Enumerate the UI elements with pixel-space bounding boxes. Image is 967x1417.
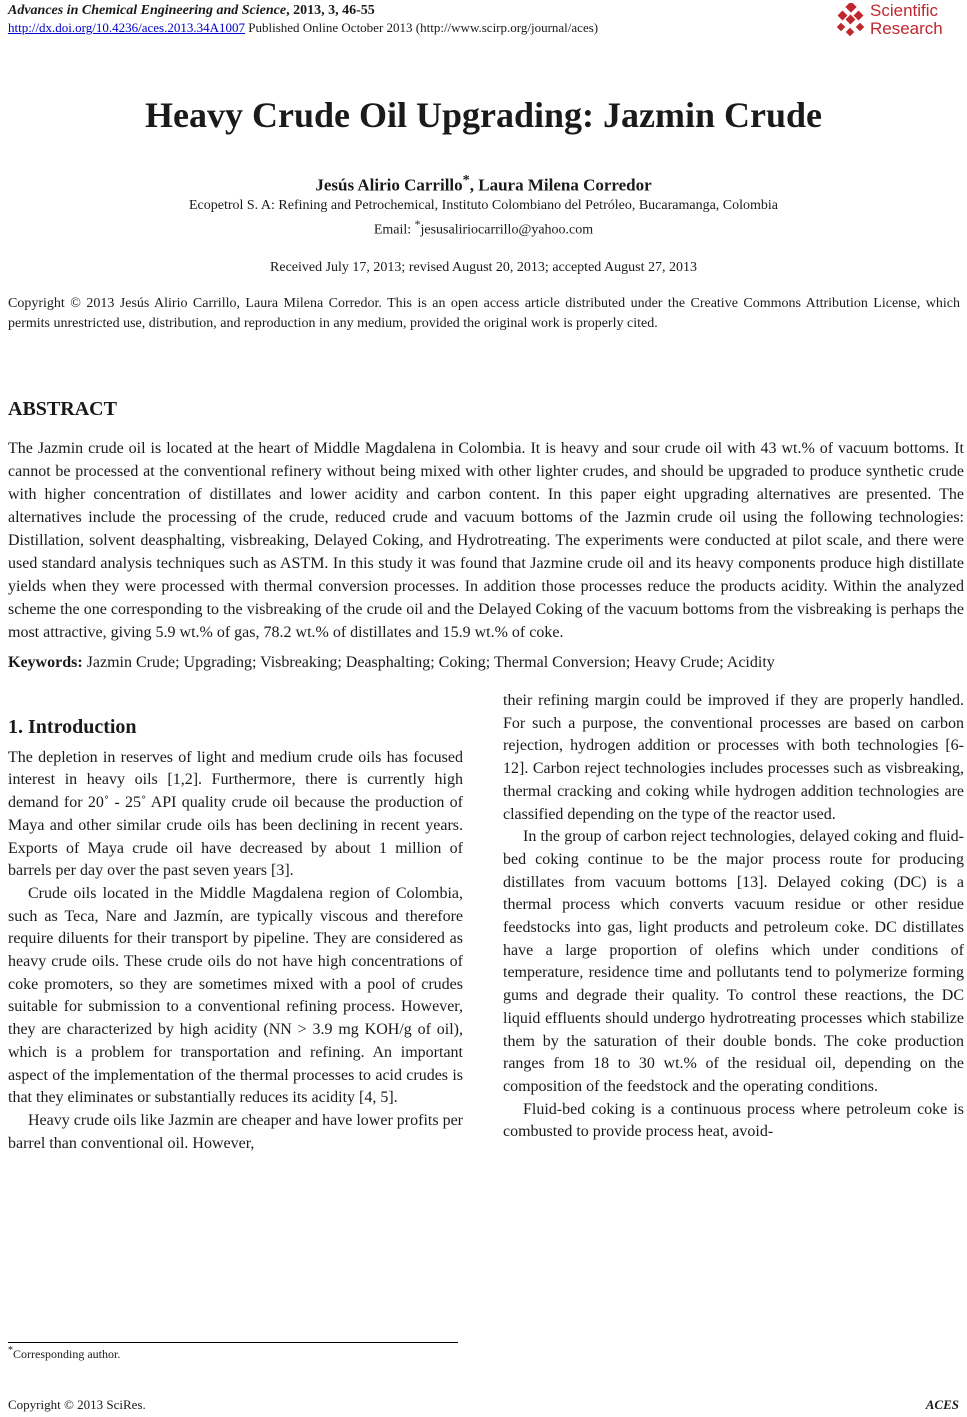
author-2: , Laura Milena Corredor <box>469 175 652 195</box>
received-dates: Received July 17, 2013; revised August 20, 2013; accepted August 27, 2013 <box>270 260 697 275</box>
running-header <box>8 3 375 19</box>
footnote-text: Corresponding author. <box>13 1347 121 1361</box>
email-label: Email: <box>373 222 415 238</box>
abstract-heading: ABSTRACT <box>8 398 117 420</box>
paragraph: their refining margin could be improved if they are properly handled. For such a purpose, the conventional processes are based on carbon rejection, hydrogen addition or processes with both technologies [6-12]. Carbon reject technologies includes processes such as visbreaking, thermal cracking and coking while hydrogen addition technologies are classified depending on the type of the reactor used. <box>503 692 964 823</box>
footer-journal-abbrev: ACES <box>925 1397 959 1412</box>
email-mark: * <box>414 218 421 231</box>
paragraph: The depletion in reserves of light and medium crude oils has focused interest in heavy oils [1,2]. Furthermore, there is currently high demand for 20˚ - 25˚ API quality crude oil because the production of Maya and other similar crude oils has been declining in recent years. Exports of Maya crude oil have decreased by about 1 million of barrels per day over the past seven years [3]. <box>8 748 463 880</box>
paragraph: Crude oils located in the Middle Magdalena region of Colombia, such as Teca, Nare and Jazmín, are typically viscous and therefore require diluents for their transport by pipeline. They are considered as heavy crude oils. These crude oils do not have high concentrations of coke promoters, so they are sometimes mixed with a pool of crudes suitable for submission to a conventional refining process. However, they are characterized by high acidity (NN > 3.9 mg KOH/g of oil), which is a problem for transportation and refining. An important aspect of the implementation of the thermal processes to acid crudes is that they eliminates or substantially reduces its acidity [4, 5]. <box>8 884 463 1107</box>
logo-mark-icon <box>835 3 867 39</box>
doi-line <box>8 20 598 36</box>
footnote <box>8 1345 120 1362</box>
logo-text-line2: Research <box>870 19 943 38</box>
footnote-rule <box>8 1342 458 1343</box>
paragraph: In the group of carbon reject technologies, delayed coking and fluid-bed coking continue to be the major process route for producing distillates from vacuum bottoms [13]. Delayed coking (DC) is a thermal process which converts vacuum residue or other residue feedstocks into gas, light products and petroleum coke. DC distillates have a large proportion of olefins which under conditions of temperature, residence time and pollutants tend to polymerize forming gums and degrade their quality. To control these reactions, the DC liquid effluents should undergo hydrotreating processes which stabilize them by the saturation of their double bonds. The coke production ranges from 18 to 30 wt.% of the residual oil, depending on the composition of the feedstock and the operating conditions. <box>503 828 964 1095</box>
journal-name: Advances in Chemical Engineering and Science <box>8 3 287 18</box>
right-column <box>503 690 964 1144</box>
affiliation: Ecopetrol S. A: Refining and Petrochemical, Instituto Colombiano del Petróleo, Bucaramanga, Colombia <box>188 198 779 213</box>
email-address: jesusaliriocarrillo@yahoo.com <box>420 222 594 238</box>
corresponding-mark: * <box>462 172 470 188</box>
published-text: Published Online October 2013 (http://www.scirp.org/journal/aces) <box>245 20 599 35</box>
footnote-mark: * <box>8 1345 13 1356</box>
author-list <box>0 172 967 196</box>
left-column <box>8 716 463 1155</box>
logo-text-line1: Scientific <box>870 1 939 20</box>
section-heading: 1. Introduction <box>8 716 137 738</box>
copyright-notice: Copyright © 2013 Jesús Alirio Carrillo, Laura Milena Corredor. This is an open access article distributed under the Creative Commons Attribution License, which permits unrestricted use, distribution, and reproduction in any medium, provided the original work is properly cited. <box>8 296 960 331</box>
keywords-label: Keywords: <box>8 654 83 671</box>
footer-copyright: Copyright © 2013 SciRes. <box>8 1397 146 1412</box>
paper-title: Heavy Crude Oil Upgrading: Jazmin Crude <box>144 95 822 135</box>
abstract-text: The Jazmin crude oil is located at the heart of Middle Magdalena in Colombia. It is heavy and sour crude oil with 43 wt.% of vacuum bottoms. It cannot be processed at the conventional refinery without being mixed with other lighter crudes, and should be upgraded to produce synthetic crude with higher concentration of distillates and lower acidity and carbon content. In this paper eight upgrading alternatives are presented. The alternatives include the processing of the crude, reduced crude and vacuum bottoms of the Jazmin crude oil using the following technologies: Distillation, solvent deasphalting, visbreaking, Delayed Coking, and Hydrotreating. The experiments were conducted at pilot scale, and there were used standard analysis techniques such as ASTM. In this study it was found that Jazmine crude oil and its heavy components produce high distillate yields when they were processed with thermal conversion processes. In addition those processes reduce the products acidity. Within the analyzed scheme the one corresponding to the visbreaking of the crude oil and the Delayed Coking of the vacuum bottoms from the visbreaking is perhaps the most attractive, giving 5.9 wt.% of gas, 78.2 wt.% of distillates and 15.9 wt.% of coke. <box>8 440 964 641</box>
paragraph: Heavy crude oils like Jazmin are cheaper and have lower profits per barrel than conventional oil. However, <box>8 1111 463 1152</box>
author-1: Jesús Alirio Carrillo <box>315 175 463 195</box>
paragraph: Fluid-bed coking is a continuous process where petroleum coke is combusted to provide process heat, avoid- <box>503 1100 964 1141</box>
doi-link[interactable]: http://dx.doi.org/10.4236/aces.2013.34A1007 <box>8 20 245 35</box>
email-line <box>0 218 967 239</box>
journal-volume: , 2013, 3, 46-55 <box>286 3 375 18</box>
publisher-logo <box>835 2 959 42</box>
keywords-text: Jazmin Crude; Upgrading; Visbreaking; Deasphalting; Coking; Thermal Conversion; Heavy Crude; Acidity <box>82 654 775 671</box>
keywords-line <box>8 654 964 672</box>
